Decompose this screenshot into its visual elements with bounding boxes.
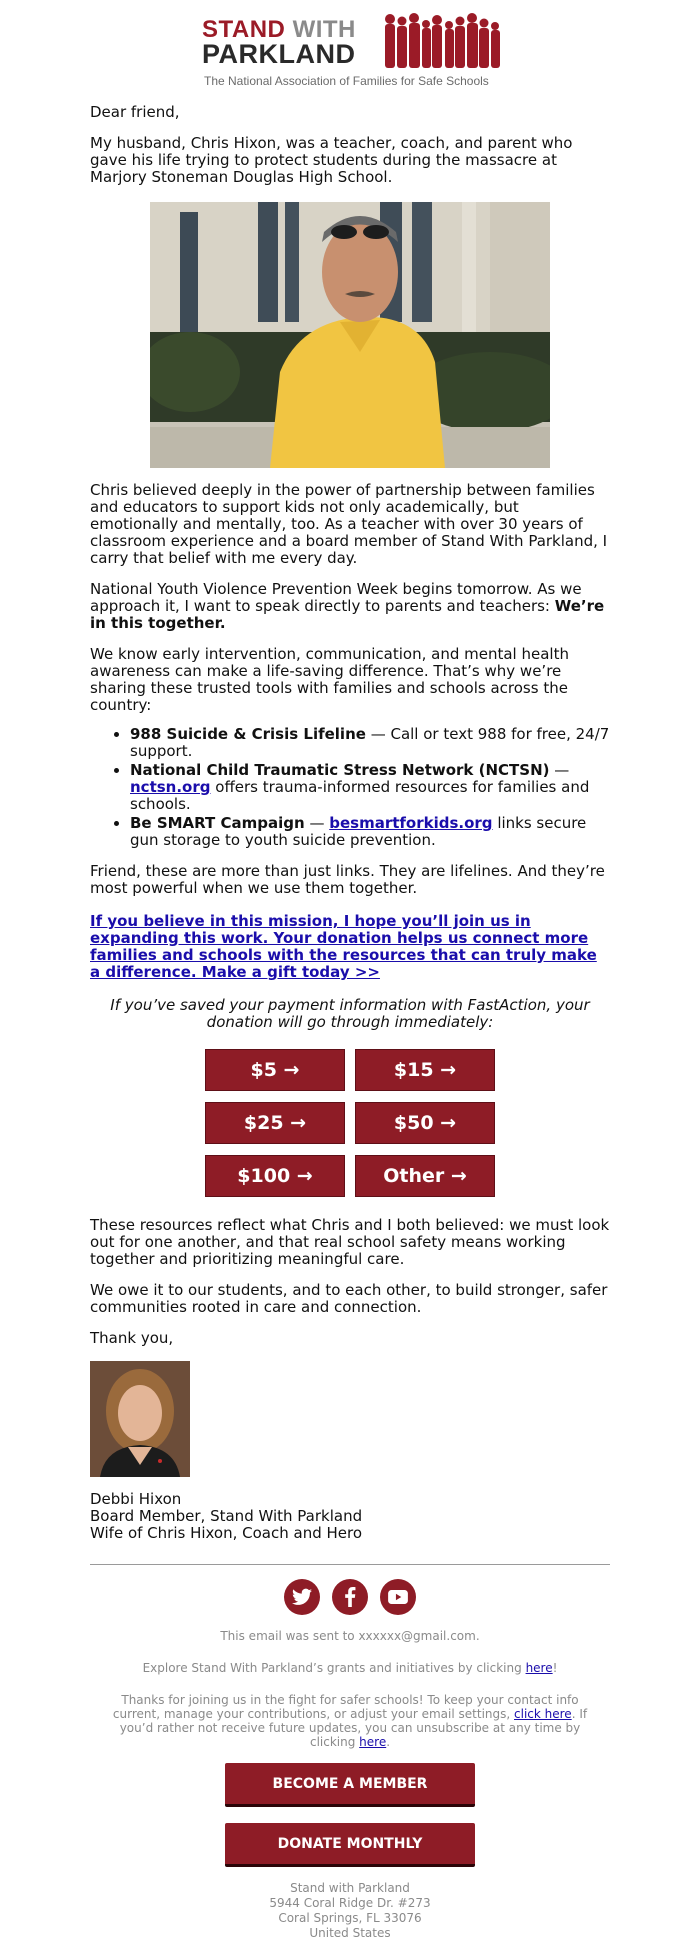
fastaction-note: If you’ve saved your payment information with FastAction, your donation will go through immediately: [110,996,590,1031]
list-item [130,726,610,760]
resource-desc: offers trauma-informed resources for families and schools. [130,778,590,813]
logo-tagline: The National Association of Families for Safe Schools [204,74,489,88]
donate-other-button[interactable]: Other → [355,1155,495,1197]
paragraph-beliefs: These resources reflect what Chris and I both believed: we must look out for one another, and that real school safety means working together and prioritizing meaningful care. [90,1216,610,1268]
besmart-link[interactable]: besmartforkids.org [329,814,493,832]
preferences-text: Thanks for joining us in the fight for safer schools! To keep your contact info current, manage your contributions, or adjust your email settings, [112,1693,579,1721]
preferences-notice [90,1693,610,1749]
resource-title: 988 Suicide & Crisis Lifeline [130,725,366,743]
youtube-icon[interactable] [380,1579,416,1615]
address-country: United States [309,1926,391,1940]
paragraph-partnership: Chris believed deeply in the power of partnership between families and educators to support kids not only academically, but emotionally and mentally, too. As a teacher with over 30 years of classroom experience and a board member of Stand With Parkland, I carry that belief with me every day. [90,481,608,567]
signature-title: Board Member, Stand With Parkland [90,1507,363,1525]
logo-word-parkland: PARKLAND [202,39,356,69]
logo[interactable] [90,0,610,90]
unsubscribe-link[interactable]: here [359,1735,387,1749]
donate-50-button[interactable]: $50 → [355,1102,495,1144]
become-member-button[interactable]: BECOME A MEMBER [225,1763,475,1807]
paragraph-communities: We owe it to our students, and to each other, to build stronger, safer communities rooted in care and connection. [90,1281,608,1316]
donate-25-button[interactable]: $25 → [205,1102,345,1144]
sign-off: Thank you, [90,1329,174,1347]
donate-cta-link[interactable]: If you believe in this mission, I hope you’ll join us in expanding this work. Your donation helps us connect more families and schools with the resources that can truly make a difference. Make a gift today >> [90,912,597,981]
unsubscribe-text: . If you’d rather not receive future updates, you can unsubscribe at any time by clicking [119,1707,588,1749]
donate-monthly-button[interactable]: DONATE MONTHLY [225,1823,475,1867]
signature-name: Debbi Hixon [90,1490,182,1508]
address-street: 5944 Coral Ridge Dr. #273 [269,1896,431,1910]
explore-text: Explore Stand With Parkland’s grants and initiatives by clicking [142,1661,526,1675]
list-item: • Be SMART Campaign — besmartforkids.org links secure gun storage to youth suicide prevention. [130,815,610,849]
resource-title: National Child Traumatic Stress Network (NCTSN) [130,761,550,779]
explore-here-link[interactable]: here [525,1661,553,1675]
explore-end: ! [552,1661,558,1675]
footer-buttons [90,1763,610,1867]
period: . [386,1735,391,1749]
signature-block [90,1491,610,1542]
chris-hixon-photo [150,202,550,468]
logo-word-stand: STAND [202,16,286,43]
resource-title: Be SMART Campaign [130,814,305,832]
donate-5-button[interactable]: $5 → [205,1049,345,1091]
prevention-week-text: National Youth Violence Prevention Week begins tomorrow. As we approach it, I want to speak directly to parents and teachers: [90,580,582,615]
social-links [90,1579,610,1615]
paragraph-prevention-week [90,581,610,632]
explore-notice [90,1661,610,1675]
people-silhouettes-icon [384,12,502,70]
sent-to-notice: This email was sent to xxxxxx@gmail.com. [220,1629,480,1643]
paragraph-intro: My husband, Chris Hixon, was a teacher, coach, and parent who gave his life trying to protect students during the massacre at Marjory Stoneman Douglas High School. [90,134,573,186]
prevention-week-bold: We’re in this together. [90,597,605,632]
paragraph-lifelines: Friend, these are more than just links. They are lifelines. And they’re most powerful when we use them together. [90,862,605,897]
greeting: Dear friend, [90,103,180,121]
manage-preferences-link[interactable]: click here [514,1707,572,1721]
twitter-icon[interactable] [284,1579,320,1615]
resource-desc: links secure gun storage to youth suicide prevention. [130,814,587,849]
resource-list [90,726,610,849]
signature-subtitle: Wife of Chris Hixon, Coach and Hero [90,1524,363,1542]
nctsn-link[interactable]: nctsn.org [130,778,211,796]
donation-button-grid [205,1049,495,1197]
footer-divider [90,1564,610,1565]
address-org: Stand with Parkland [290,1881,410,1895]
mailing-address [90,1881,610,1941]
paragraph-early-intervention: We know early intervention, communication, and mental health awareness can make a life-saving difference. That’s why we’re sharing these trusted tools with families and schools across the country: [90,645,569,714]
donate-15-button[interactable]: $15 → [355,1049,495,1091]
resource-desc: — Call or text 988 for free, 24/7 support. [130,725,610,760]
list-item: • National Child Traumatic Stress Network (NCTSN) — nctsn.org offers trauma-informed resources for families and schools. [130,762,610,813]
email-container [90,0,610,1941]
donate-100-button[interactable]: $100 → [205,1155,345,1197]
logo-word-with: WITH [292,16,356,43]
debbi-hixon-photo [90,1361,190,1477]
facebook-icon[interactable] [332,1579,368,1615]
address-city: Coral Springs, FL 33076 [278,1911,422,1925]
